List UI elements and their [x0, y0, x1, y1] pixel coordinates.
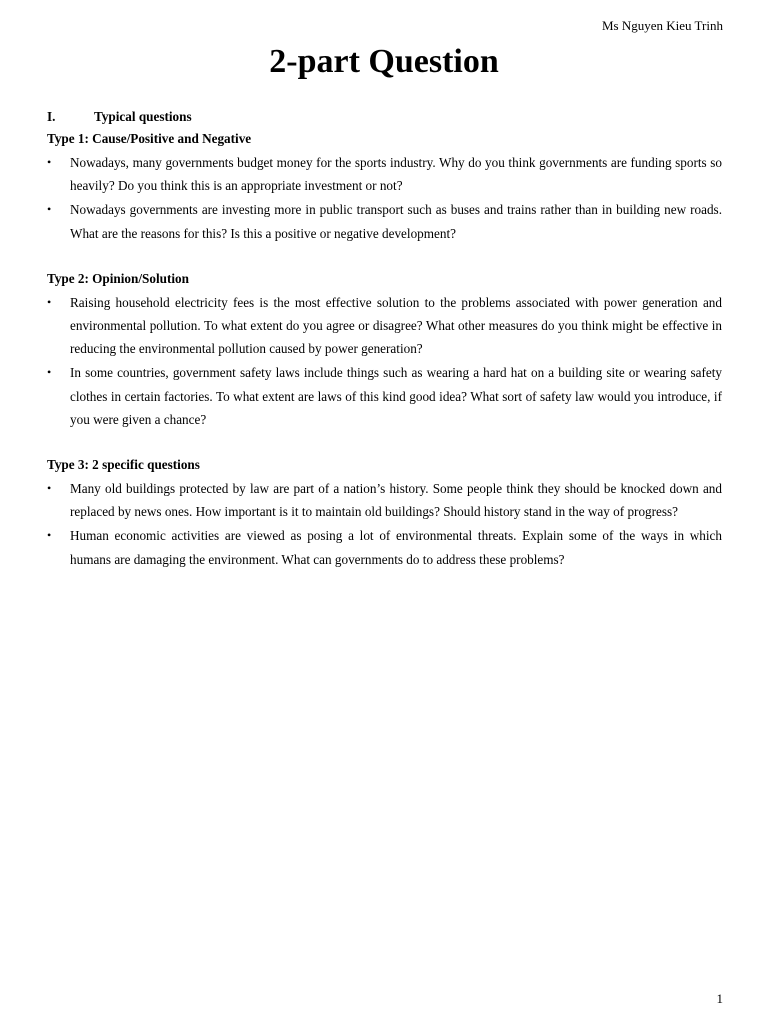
- type-2-block: [47, 267, 722, 431]
- bullet-icon: •: [47, 528, 52, 543]
- question-item: [47, 361, 722, 431]
- question-item: [47, 524, 722, 570]
- question-item: [47, 291, 722, 361]
- bullet-icon: •: [47, 155, 52, 169]
- type-heading: Type 2: Opinion/Solution: [47, 270, 189, 286]
- question-item: [47, 151, 722, 197]
- type-3-block: [47, 453, 722, 571]
- section-heading: [47, 106, 722, 127]
- section-label: Typical questions: [94, 109, 192, 124]
- question-text: Nowadays governments are investing more in public transport such as buses and trains rather than in building new roads. What are the reasons for this? Is this a positive or negative development?: [70, 202, 722, 241]
- page-number: 1: [716, 991, 723, 1006]
- question-text: Human economic activities are viewed as posing a lot of environmental threats. Explain some of the ways in which humans are damaging the environment. What can governments do to address these problems?: [70, 528, 722, 567]
- document-title: 2-part Question: [269, 43, 499, 80]
- question-item: [47, 198, 722, 244]
- question-list: [47, 291, 722, 431]
- question-list: [47, 151, 722, 245]
- question-text: Nowadays, many governments budget money for the sports industry. Why do you think governments are funding sports so heavily? Do you think this is an appropriate investment or not?: [70, 155, 722, 194]
- header-author: Ms Nguyen Kieu Trinh: [602, 18, 723, 33]
- question-text: Many old buildings protected by law are part of a nation’s history. Some people think they should be knocked down and replaced by news ones. How important is it to maintain old buildings? Should history stand in the way of progress?: [70, 481, 722, 520]
- question-text: In some countries, government safety laws include things such as wearing a hard hat on a building site or wearing safety clothes in certain factories. To what extent are laws of this kind good idea? What sort of safety law would you introduce, if you were given a chance?: [70, 365, 722, 427]
- question-item: [47, 477, 722, 523]
- bullet-icon: •: [47, 365, 52, 380]
- bullet-icon: •: [47, 202, 52, 217]
- type-1-block: [47, 127, 722, 245]
- question-list: [47, 477, 722, 571]
- question-text: Raising household electricity fees is the most effective solution to the problems associated with power generation and environmental pollution. To what extent do you agree or disagree? What other measures do you think might be effective in reducing the environmental pollution caused by power generation?: [70, 294, 722, 357]
- type-heading: Type 3: 2 specific questions: [47, 457, 200, 473]
- bullet-icon: •: [47, 294, 52, 309]
- document-body: [47, 106, 722, 571]
- bullet-icon: •: [47, 481, 52, 496]
- section-number: I.: [47, 109, 56, 124]
- type-heading: Type 1: Cause/Positive and Negative: [47, 131, 252, 146]
